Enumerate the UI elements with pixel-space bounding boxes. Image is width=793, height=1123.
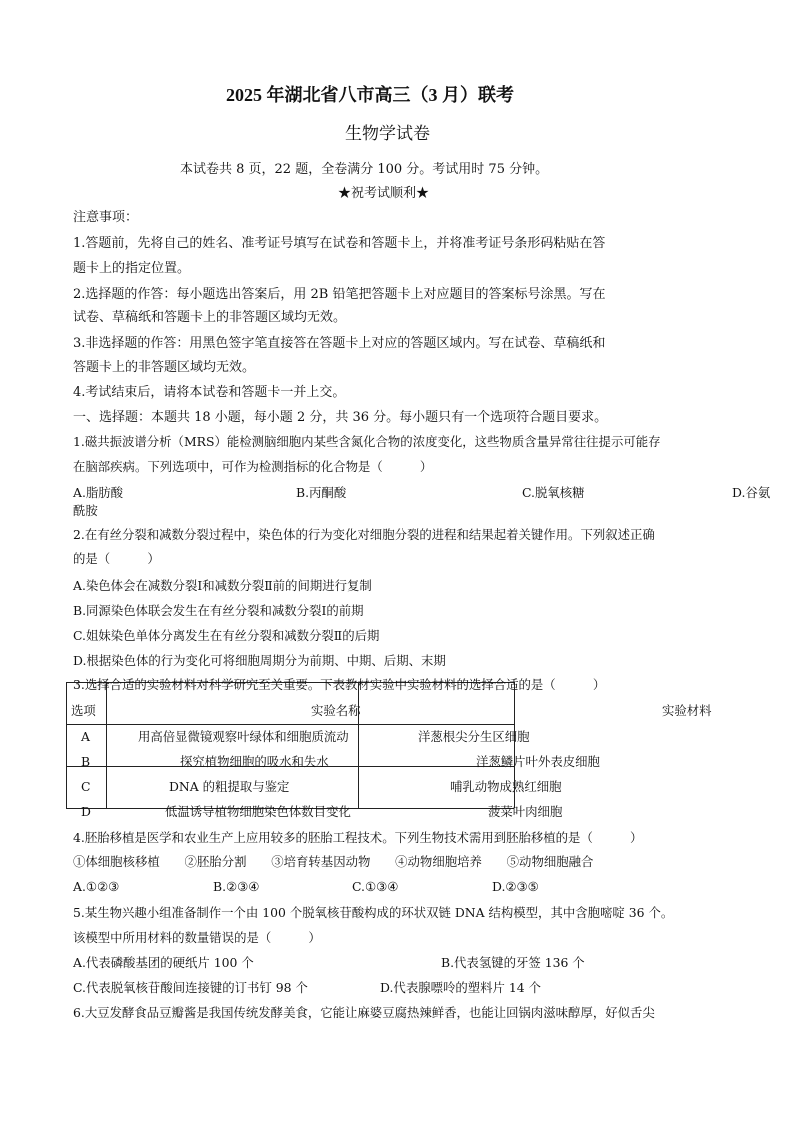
q3-table-header-option: 选项 bbox=[71, 703, 96, 718]
q3-table-grid bbox=[66, 682, 514, 808]
q1-stem-line-1: 1.磁共振波谱分析（MRS）能检测脑细胞内某些含氮化合物的浓度变化，这些物质含量异常往往提示可能存 bbox=[73, 434, 661, 449]
q3-row-b-name: 探究植物细胞的吸水和失水 bbox=[180, 754, 329, 769]
q1-stem-line-2: 在脑部疾病。下列选项中，可作为检测指标的化合物是（ ） bbox=[73, 459, 433, 474]
q1-option-d: D.谷氨 bbox=[732, 485, 771, 500]
notice-heading: 注意事项： bbox=[73, 210, 139, 225]
exam-subtitle: 生物学试卷 bbox=[345, 124, 430, 144]
q5-option-b: B.代表氢键的牙签 136 个 bbox=[441, 955, 585, 970]
q3-row-d-material: 菠菜叶肉细胞 bbox=[488, 804, 563, 819]
q1-option-d-continued: 酰胺 bbox=[73, 503, 98, 518]
q4-items: ①体细胞核移植 ②胚胎分割 ③培育转基因动物 ④动物细胞培养 ⑤动物细胞融合 bbox=[73, 854, 594, 869]
q4-option-b: B.②③④ bbox=[213, 879, 260, 894]
notice-item-3-line-1: 3.非选择题的作答：用黑色签字笔直接答在答题卡上对应的答题区域内。写在试卷、草稿纸和 bbox=[73, 336, 606, 351]
q3-row-c-name: DNA 的粗提取与鉴定 bbox=[169, 779, 290, 794]
q2-option-b: B.同源染色体联会发生在有丝分裂和减数分裂Ⅰ的前期 bbox=[73, 603, 364, 618]
q3-row-c-material: 哺乳动物成熟红细胞 bbox=[450, 779, 562, 794]
q1-option-c: C.脱氧核糖 bbox=[522, 485, 585, 500]
notice-item-1-line-2: 题卡上的指定位置。 bbox=[73, 261, 191, 276]
exam-title: 2025 年湖北省八市高三（3 月）联考 bbox=[226, 85, 514, 105]
q3-row-d-name: 低温诱导植物细胞染色体数目变化 bbox=[165, 804, 351, 819]
q3-table-header-material: 实验材料 bbox=[662, 703, 712, 718]
section-1-heading: 一、选择题：本题共 18 小题，每小题 2 分，共 36 分。每小题只有一个选项符合题目要求。 bbox=[73, 410, 608, 425]
q3-row-a-name: 用高倍显微镜观察叶绿体和细胞质流动 bbox=[138, 729, 349, 744]
q3-stem: 3.选择合适的实验材料对科学研究至关重要。下表教材实验中实验材料的选择合适的是（ ） bbox=[73, 677, 606, 692]
q5-stem-line-2: 该模型中所用材料的数量错误的是（ ） bbox=[73, 930, 321, 945]
q2-stem-line-2: 的是（ ） bbox=[73, 551, 160, 566]
q5-option-d: D.代表腺嘌呤的塑料片 14 个 bbox=[380, 980, 541, 995]
q2-option-d: D.根据染色体的行为变化可将细胞周期分为前期、中期、后期、末期 bbox=[73, 653, 446, 668]
q3-row-c-option: C bbox=[81, 779, 91, 794]
notice-item-2-line-2: 试卷、草稿纸和答题卡上的非答题区域均无效。 bbox=[73, 310, 347, 325]
good-luck-line: ★祝考试顺利★ bbox=[338, 186, 430, 201]
q3-row-a-option: A bbox=[81, 729, 90, 744]
notice-item-4: 4.考试结束后，请将本试卷和答题卡一并上交。 bbox=[73, 385, 346, 400]
exam-info: 本试卷共 8 页，22 题，全卷满分 100 分。考试用时 75 分钟。 bbox=[180, 162, 549, 177]
q4-option-a: A.①②③ bbox=[73, 879, 120, 894]
q1-option-a: A.脂肪酸 bbox=[73, 485, 124, 500]
q4-option-d: D.②③⑤ bbox=[492, 879, 539, 894]
q1-option-b: B.丙酮酸 bbox=[296, 485, 347, 500]
q2-option-c: C.姐妹染色单体分离发生在有丝分裂和减数分裂Ⅱ的后期 bbox=[73, 628, 380, 643]
q3-row-b-material: 洋葱鳞片叶外表皮细胞 bbox=[476, 754, 600, 769]
q3-row-d-option: D bbox=[81, 804, 91, 819]
notice-item-3-line-2: 答题卡上的非答题区域均无效。 bbox=[73, 360, 256, 375]
q2-option-a: A.染色体会在减数分裂Ⅰ和减数分裂Ⅱ前的间期进行复制 bbox=[73, 578, 372, 593]
q4-option-c: C.①③④ bbox=[352, 879, 399, 894]
q4-stem: 4.胚胎移植是医学和农业生产上应用较多的胚胎工程技术。下列生物技术需用到胚胎移植的是（ ） bbox=[73, 830, 643, 845]
notice-item-2-line-1: 2.选择题的作答：每小题选出答案后，用 2B 铅笔把答题卡上对应题目的答案标号涂黑。写在 bbox=[73, 287, 606, 302]
q5-option-c: C.代表脱氧核苷酸间连接键的订书钉 98 个 bbox=[73, 980, 308, 995]
q2-stem-line-1: 2.在有丝分裂和减数分裂过程中，染色体的行为变化对细胞分裂的进程和结果起着关键作用。下列叙述正确 bbox=[73, 527, 655, 542]
q3-table-header-name: 实验名称 bbox=[311, 703, 361, 718]
q3-row-a-material: 洋葱根尖分生区细胞 bbox=[418, 729, 530, 744]
q3-row-b-option: B bbox=[81, 754, 91, 769]
q5-stem-line-1: 5.某生物兴趣小组准备制作一个由 100 个脱氧核苷酸构成的环状双链 DNA 结构模型，其中含胞嘧啶 36 个。 bbox=[73, 905, 674, 920]
notice-item-1-line-1: 1.答题前，先将自己的姓名、准考证号填写在试卷和答题卡上，并将准考证号条形码粘贴在答 bbox=[73, 236, 606, 251]
q6-stem-line-1: 6.大豆发酵食品豆瓣酱是我国传统发酵美食，它能让麻婆豆腐热辣鲜香，也能让回锅肉滋味醇厚，好似舌尖 bbox=[73, 1005, 655, 1020]
q5-option-a: A.代表磷酸基团的硬纸片 100 个 bbox=[73, 955, 254, 970]
